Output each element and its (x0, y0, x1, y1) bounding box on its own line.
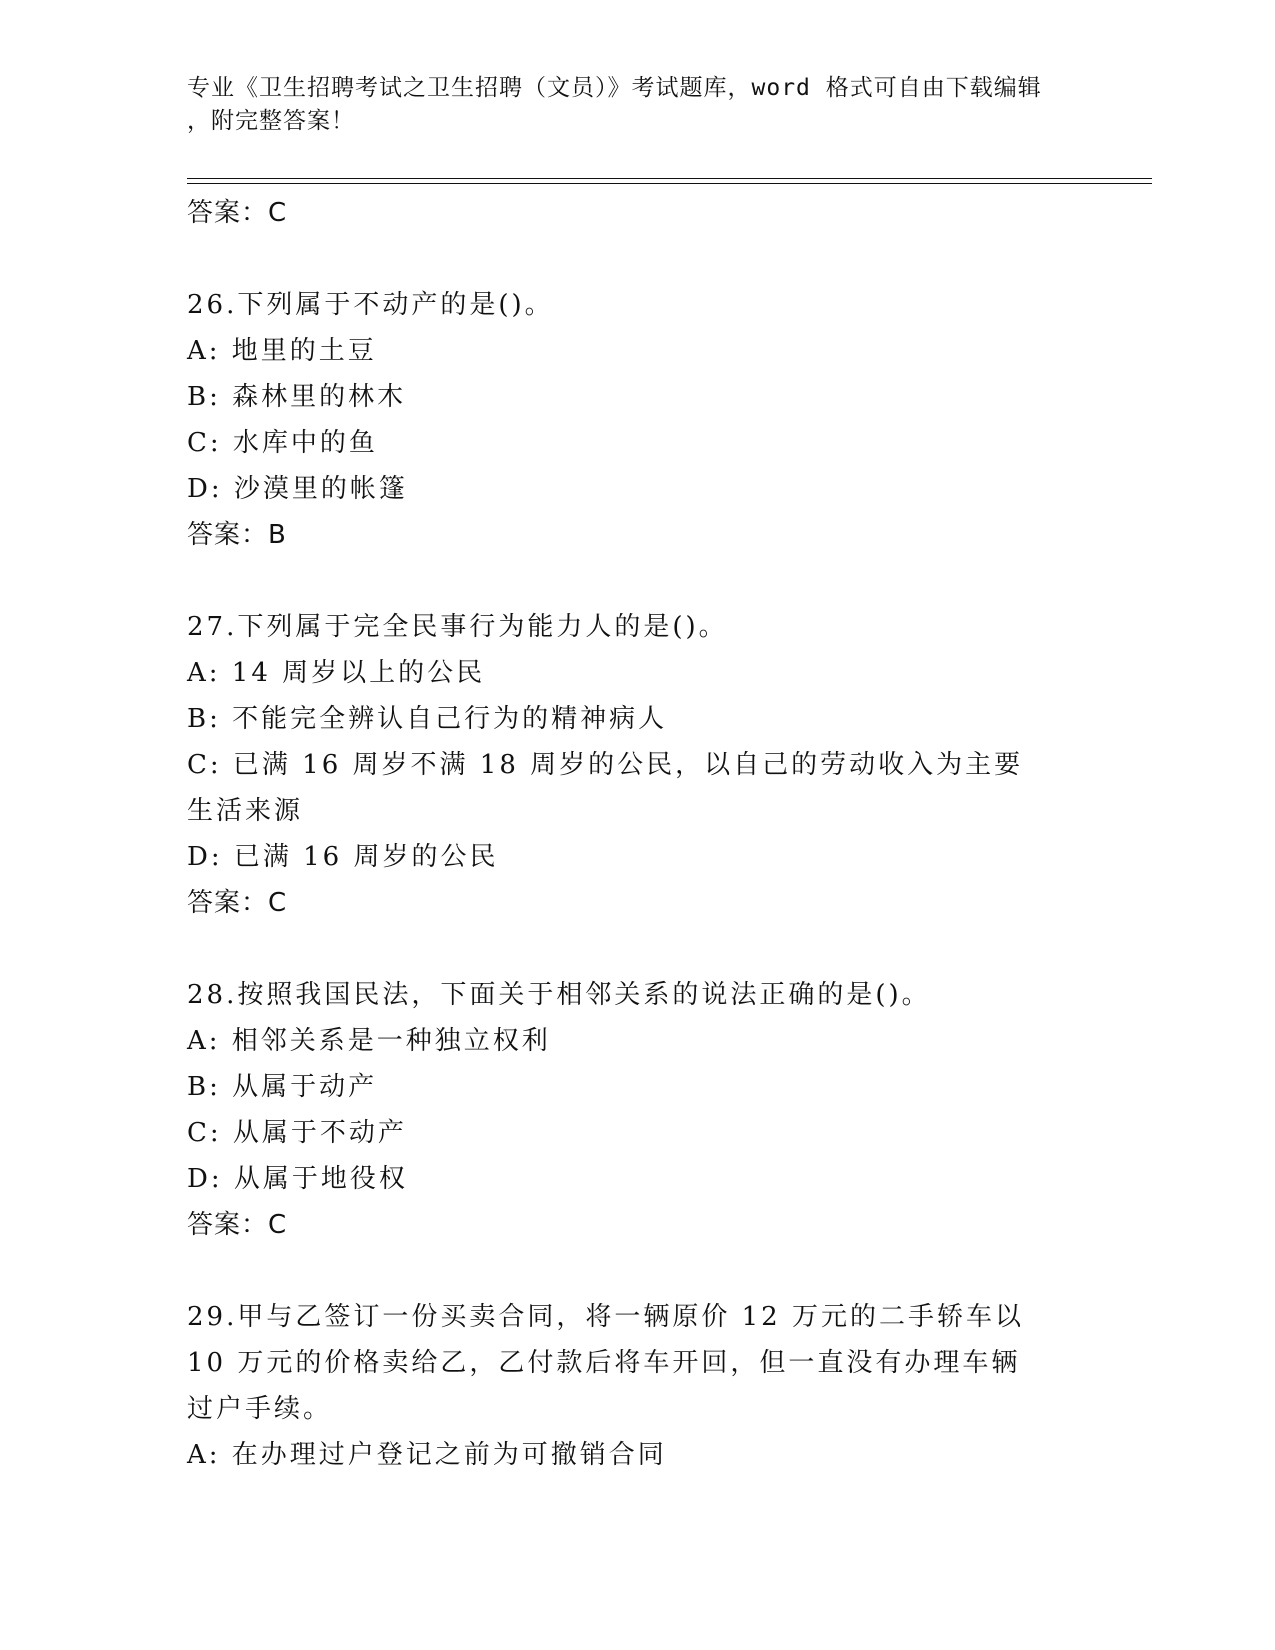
question-title: 29.甲与乙签订一份买卖合同，将一辆原价 12 万元的二手轿车以 10 万元的价格卖给乙，乙付款后将车开回，但一直没有办理车辆过户手续。 (187, 1302, 1024, 1424)
option-d: D: 已满 16 周岁的公民 (187, 842, 499, 872)
option-b: B: 从属于动产 (187, 1072, 378, 1102)
option-a: A: 在办理过户登记之前为可撤销合同 (187, 1440, 667, 1470)
question-27 (187, 604, 1087, 926)
option-c: C: 水库中的鱼 (187, 428, 378, 458)
answer-line-25: 答案：C (187, 198, 288, 228)
question-26 (187, 282, 1087, 558)
option-c: C: 已满 16 周岁不满 18 周岁的公民，以自己的劳动收入为主要生活来源 (187, 750, 1024, 826)
answer-line: 答案：C (187, 1210, 288, 1240)
option-a: A: 地里的土豆 (187, 336, 377, 366)
header-divider-bottom (187, 183, 1152, 184)
option-a: A: 相邻关系是一种独立权利 (187, 1026, 551, 1056)
spacer (187, 1248, 1087, 1294)
option-d: D: 沙漠里的帐篷 (187, 474, 408, 504)
spacer (187, 926, 1087, 972)
spacer (187, 236, 1087, 282)
header-line-1: 专业《卫生招聘考试之卫生招聘（文员）》考试题库，word 格式可自由下载编辑 (187, 75, 1042, 101)
question-title: 26.下列属于不动产的是()。 (187, 290, 554, 320)
option-b: B: 森林里的林木 (187, 382, 407, 412)
header-line-2: ，附完整答案！ (187, 108, 355, 134)
question-list (187, 190, 1087, 1478)
question-title: 27.下列属于完全民事行为能力人的是()。 (187, 612, 728, 642)
header-divider-top (187, 178, 1152, 179)
spacer (187, 558, 1087, 604)
option-a: A: 14 周岁以上的公民 (187, 658, 486, 688)
option-d: D: 从属于地役权 (187, 1164, 408, 1194)
document-header (187, 72, 1087, 138)
question-28 (187, 972, 1087, 1248)
question-29 (187, 1294, 1087, 1478)
question-title: 28.按照我国民法，下面关于相邻关系的说法正确的是()。 (187, 980, 931, 1010)
option-c: C: 从属于不动产 (187, 1118, 407, 1148)
answer-line: 答案：B (187, 520, 287, 550)
option-b: B: 不能完全辨认自己行为的精神病人 (187, 704, 668, 734)
answer-line: 答案：C (187, 888, 288, 918)
